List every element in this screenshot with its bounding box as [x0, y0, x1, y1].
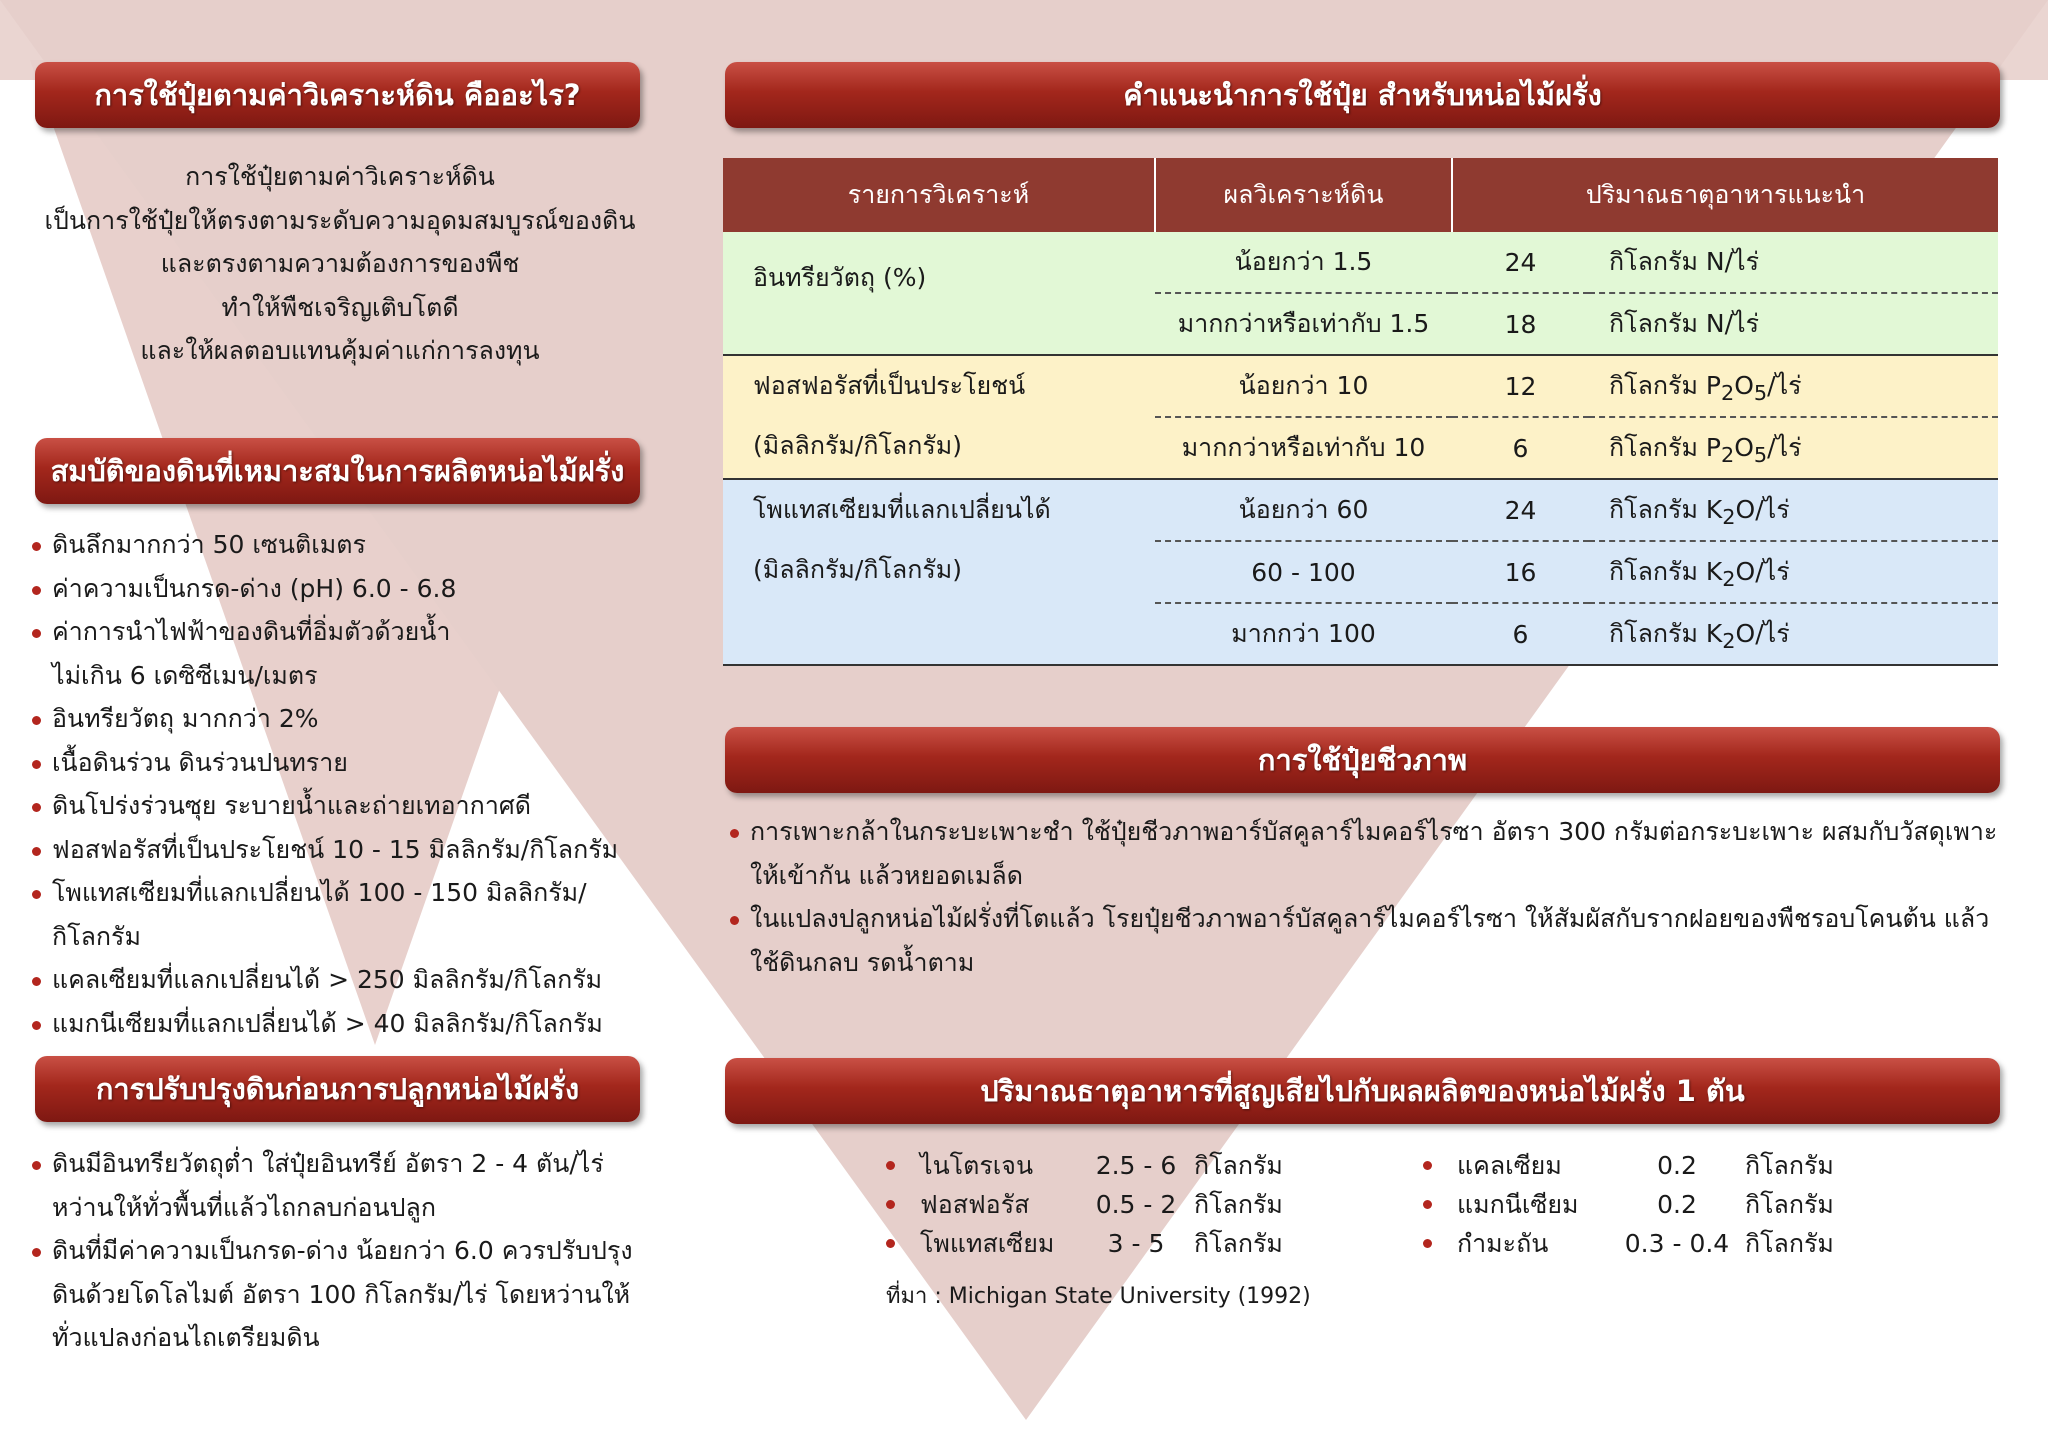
nutrient-item [1423, 1224, 1834, 1263]
list-item: ในแปลงปลูกหน่อไม้ฝรั่งที่โตแล้ว โรยปุ๋ยชีวภาพอาร์บัสคูลาร์ไมคอร์ไรซา ให้สัมผัสกับรากฝอยของพืชรอบโคนต้น แล้วใช้ดินกลบ รดน้ำตาม [728, 897, 2000, 984]
soil-result: มากกว่า 100 [1155, 603, 1452, 665]
nutrient-item [1423, 1146, 1834, 1185]
amount: 6 [1452, 417, 1589, 479]
soil-result: มากกว่าหรือเท่ากับ 10 [1155, 417, 1452, 479]
soil-properties-list [30, 523, 670, 1045]
nutrient-name: แมกนีเซียม [1457, 1190, 1579, 1219]
category-organic-matter [723, 232, 1155, 355]
table-row [723, 232, 1998, 293]
nutrient-item [886, 1146, 1283, 1185]
category-unit-label: (มิลลิกรัม/กิโลกรัม) [753, 555, 963, 584]
soil-result: น้อยกว่า 10 [1155, 355, 1452, 417]
table-header-row [723, 158, 1998, 232]
category-phosphorus [723, 355, 1155, 479]
section-soil-improvement-title: การปรับปรุงดินก่อนการปลูกหน่อไม้ฝรั่ง [35, 1056, 640, 1122]
nutrient-name: แคลเซียม [1457, 1151, 1562, 1180]
intro-line: การใช้ปุ๋ยตามค่าวิเคราะห์ดิน [185, 162, 495, 191]
nutrient-value: 0.2 [1657, 1151, 1697, 1180]
biofertilizer-list [728, 810, 2000, 984]
unit: กิโลกรัม $K_2O/$ไร่ [1589, 541, 1998, 603]
list-item: อินทรียวัตถุ มากกว่า 2% [30, 697, 670, 741]
nutrient-name: ไนโตรเจน [920, 1151, 1034, 1180]
nutrient-unit: กิโลกรัม [1744, 1229, 1834, 1258]
nutrient-item [886, 1224, 1283, 1263]
amount: 6 [1452, 603, 1589, 665]
nutrient-value: 2.5 - 6 [1095, 1151, 1177, 1180]
list-item: ค่าความเป็นกรด-ด่าง (pH) 6.0 - 6.8 [30, 567, 670, 611]
list-item: ดินลึกมากกว่า 50 เซนติเมตร [30, 523, 670, 567]
nutrient-unit: กิโลกรัม [1744, 1151, 1834, 1180]
unit: กิโลกรัม N/ไร่ [1589, 232, 1998, 293]
nutrient-value: 3 - 5 [1107, 1229, 1165, 1258]
intro-line: และให้ผลตอบแทนคุ้มค่าแก่การลงทุน [140, 336, 540, 365]
category-label: อินทรียวัตถุ (%) [753, 263, 927, 292]
table-header: ผลวิเคราะห์ดิน [1155, 158, 1452, 232]
fertilizer-recommendation-table [723, 158, 1998, 666]
section-nutrient-loss-title: ปริมาณธาตุอาหารที่สูญเสียไปกับผลผลิตของหน่อไม้ฝรั่ง 1 ตัน [725, 1058, 2000, 1124]
table-header: รายการวิเคราะห์ [723, 158, 1155, 232]
category-unit-label: (มิลลิกรัม/กิโลกรัม) [753, 431, 963, 460]
soil-result: มากกว่าหรือเท่ากับ 1.5 [1155, 293, 1452, 355]
section-fertilizer-recommendation-title: คำแนะนำการใช้ปุ๋ย สำหรับหน่อไม้ฝรั่ง [725, 62, 2000, 128]
amount: 16 [1452, 541, 1589, 603]
section-what-is-body [20, 155, 660, 373]
list-item: ดินมีอินทรียวัตถุต่ำ ใส่ปุ๋ยอินทรีย์ อัตรา 2 - 4 ตัน/ไร่ หว่านให้ทั่วพื้นที่แล้วไถกลบก่อนปลูก [30, 1142, 640, 1229]
nutrient-name: กำมะถัน [1457, 1229, 1549, 1258]
nutrient-name: ฟอสฟอรัส [920, 1190, 1030, 1219]
intro-line: และตรงตามความต้องการของพืช [160, 249, 520, 278]
category-label: โพแทสเซียมที่แลกเปลี่ยนได้ [753, 495, 1051, 524]
nutrient-unit: กิโลกรัม [1193, 1229, 1283, 1258]
nutrient-loss-list-right [1423, 1146, 1834, 1263]
nutrient-unit: กิโลกรัม [1744, 1190, 1834, 1219]
amount: 24 [1452, 232, 1589, 293]
table-header: ปริมาณธาตุอาหารแนะนำ [1452, 158, 1998, 232]
list-item: ดินโปร่งร่วนซุย ระบายน้ำและถ่ายเทอากาศดี [30, 784, 670, 828]
section-biofertilizer-title: การใช้ปุ๋ยชีวภาพ [725, 727, 2000, 793]
soil-result: น้อยกว่า 60 [1155, 479, 1452, 541]
nutrient-value: 0.2 [1657, 1190, 1697, 1219]
nutrient-item [1423, 1185, 1834, 1224]
unit: กิโลกรัม $P_2O_5/$ไร่ [1589, 417, 1998, 479]
section-what-is-title: การใช้ปุ๋ยตามค่าวิเคราะห์ดิน คืออะไร? [35, 62, 640, 128]
amount: 18 [1452, 293, 1589, 355]
list-item: โพแทสเซียมที่แลกเปลี่ยนได้ 100 - 150 มิลลิกรัม/กิโลกรัม [30, 871, 670, 958]
unit: กิโลกรัม $P_2O_5/$ไร่ [1589, 355, 1998, 417]
unit: กิโลกรัม N/ไร่ [1589, 293, 1998, 355]
intro-line: เป็นการใช้ปุ๋ยให้ตรงตามระดับความอุดมสมบูรณ์ของดิน [44, 205, 636, 235]
table-row [723, 355, 1998, 417]
list-item: ค่าการนำไฟฟ้าของดินที่อิ่มตัวด้วยน้ำ ไม่เกิน 6 เดซิซีเมน/เมตร [30, 610, 482, 697]
unit: กิโลกรัม $K_2O/$ไร่ [1589, 603, 1998, 665]
soil-improvement-list [30, 1142, 640, 1360]
list-item: การเพาะกล้าในกระบะเพาะชำ ใช้ปุ๋ยชีวภาพอาร์บัสคูลาร์ไมคอร์ไรซา อัตรา 300 กรัมต่อกระบะเพาะ ผสมกับวัสดุเพาะให้เข้ากัน แล้วหยอดเมล็ด [728, 810, 2000, 897]
soil-result: น้อยกว่า 1.5 [1155, 232, 1452, 293]
nutrient-loss-list-left [886, 1146, 1283, 1263]
category-label: ฟอสฟอรัสที่เป็นประโยชน์ [753, 371, 1026, 400]
table-row [723, 479, 1998, 541]
amount: 24 [1452, 479, 1589, 541]
list-item: แมกนีเซียมที่แลกเปลี่ยนได้ > 40 มิลลิกรัม/กิโลกรัม [30, 1002, 670, 1046]
nutrient-value: 0.3 - 0.4 [1624, 1229, 1730, 1258]
nutrient-value: 0.5 - 2 [1095, 1190, 1177, 1219]
nutrient-unit: กิโลกรัม [1193, 1190, 1283, 1219]
source-citation: ที่มา : Michigan State University (1992) [886, 1284, 1311, 1309]
list-item: แคลเซียมที่แลกเปลี่ยนได้ > 250 มิลลิกรัม/กิโลกรัม [30, 958, 670, 1002]
soil-result: 60 - 100 [1155, 541, 1452, 603]
nutrient-unit: กิโลกรัม [1193, 1151, 1283, 1180]
nutrient-name: โพแทสเซียม [920, 1229, 1055, 1258]
amount: 12 [1452, 355, 1589, 417]
list-item: ดินที่มีค่าความเป็นกรด-ด่าง น้อยกว่า 6.0 ควรปรับปรุงดินด้วยโดโลไมต์ อัตรา 100 กิโลกรัม/ไร่ โดยหว่านให้ทั่วแปลงก่อนไถเตรียมดิน [30, 1229, 640, 1360]
list-item: ฟอสฟอรัสที่เป็นประโยชน์ 10 - 15 มิลลิกรัม/กิโลกรัม [30, 828, 670, 872]
nutrient-item [886, 1185, 1283, 1224]
section-soil-properties-title: สมบัติของดินที่เหมาะสมในการผลิตหน่อไม้ฝรั่ง [35, 438, 640, 504]
list-item: เนื้อดินร่วน ดินร่วนปนทราย [30, 741, 670, 785]
category-potassium [723, 479, 1155, 665]
intro-line: ทำให้พืชเจริญเติบโตดี [221, 292, 459, 322]
unit: กิโลกรัม $K_2O/$ไร่ [1589, 479, 1998, 541]
